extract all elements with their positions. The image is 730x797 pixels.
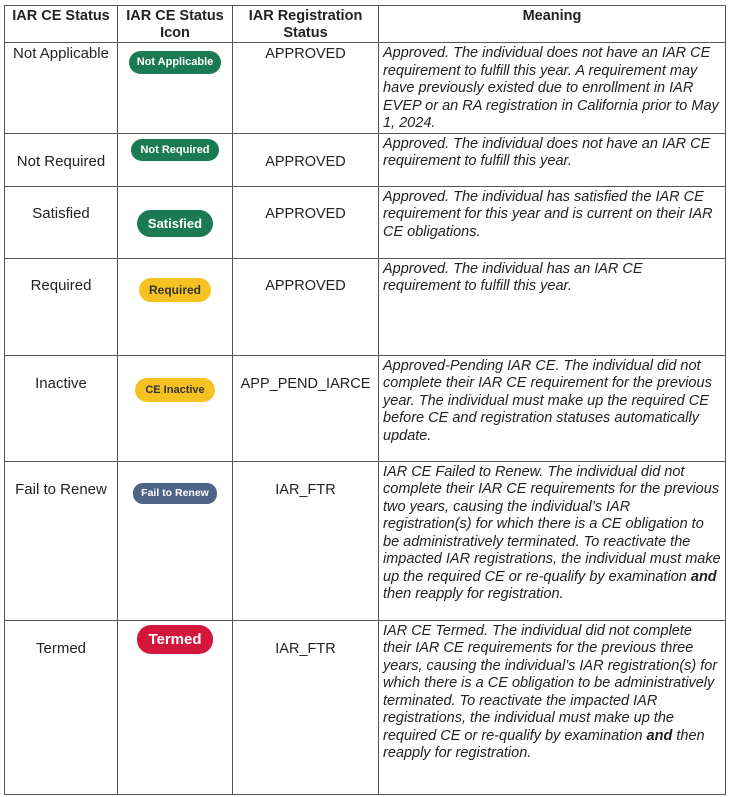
- ce-status-cell: [5, 133, 118, 186]
- ce-status-cell: [5, 620, 118, 794]
- ce-status-text: Required: [30, 276, 92, 294]
- header-registration-status: IAR Registration Status: [233, 6, 379, 43]
- meaning-cell: [379, 461, 726, 620]
- registration-status-cell: [233, 461, 379, 620]
- ce-status-cell: [5, 461, 118, 620]
- ce-icon-cell: [118, 43, 233, 134]
- ce-status-table: [4, 5, 726, 795]
- ce-status-cell: [5, 355, 118, 461]
- meaning-cell: [379, 620, 726, 794]
- registration-status-cell: [233, 355, 379, 461]
- registration-status-text: APPROVED: [265, 153, 346, 170]
- meaning-emphasis: and: [646, 727, 673, 744]
- ce-icon-cell: [118, 258, 233, 355]
- ce-status-text: Fail to Renew: [15, 480, 107, 498]
- registration-status-cell: [233, 186, 379, 258]
- registration-status-cell: [233, 133, 379, 186]
- header-ce-status: IAR CE Status: [5, 6, 118, 43]
- meaning-text: Approved. The individual does not have an IAR CE requirement to fulfill this year.: [383, 135, 711, 169]
- status-badge: CE Inactive: [135, 378, 214, 402]
- registration-status-cell: [233, 620, 379, 794]
- status-badge: Termed: [137, 625, 212, 654]
- ce-icon-cell: [118, 620, 233, 794]
- meaning-text: Approved. The individual has an IAR CE requirement to fulfill this year.: [383, 260, 643, 294]
- ce-status-text: Termed: [35, 639, 87, 657]
- ce-status-cell: [5, 258, 118, 355]
- registration-status-cell: [233, 43, 379, 134]
- meaning-cell: [379, 133, 726, 186]
- meaning-cell: [379, 258, 726, 355]
- status-badge: Fail to Renew: [133, 483, 217, 504]
- registration-status-text: IAR_FTR: [275, 481, 336, 498]
- header-row: [5, 6, 726, 43]
- registration-status-text: APPROVED: [265, 46, 346, 62]
- table-row: [5, 133, 726, 186]
- registration-status-cell: [233, 258, 379, 355]
- table-row: [5, 620, 726, 794]
- meaning-cell: [379, 355, 726, 461]
- meaning-text-end: then reapply for registration.: [383, 586, 564, 602]
- ce-icon-cell: [118, 461, 233, 620]
- table-row: [5, 186, 726, 258]
- status-badge: Satisfied: [137, 210, 213, 237]
- table-row: [5, 355, 726, 461]
- ce-status-cell: [5, 43, 118, 134]
- registration-status-text: APPROVED: [265, 205, 346, 222]
- meaning-text: Approved. The individual has satisfied the IAR CE requirement for this year and is current on their IAR CE obligations.: [383, 188, 713, 240]
- ce-icon-cell: [118, 186, 233, 258]
- ce-icon-cell: [118, 355, 233, 461]
- meaning-text-end: then reapply for registration.: [383, 727, 705, 761]
- ce-status-text: Not Required: [16, 152, 106, 170]
- meaning-text: IAR CE Failed to Renew. The individual did not complete their IAR CE requirements for the previous two years, causing the individual’s IAR registration(s) for which there is a CE obligation to be administratively terminated. To reactivate the impacted IAR registrations, the individual must make up the required CE or re-qualify by examination: [383, 463, 721, 585]
- meaning-text: Approved-Pending IAR CE. The individual did not complete their IAR CE requirement for the previous year. The individual must make up the required CE before CE and registration statuses automatically update.: [383, 357, 712, 444]
- registration-status-text: IAR_FTR: [275, 640, 336, 657]
- table-row: [5, 258, 726, 355]
- meaning-text: Approved. The individual does not have an IAR CE requirement to fulfill this year. A requirement may have previously existed due to enrollment in IAR EVEP or an RA registration in California prior to May 1, 2024.: [383, 45, 719, 131]
- registration-status-text: APP_PEND_IARCE: [240, 375, 371, 392]
- ce-status-text: Inactive: [35, 374, 87, 392]
- status-badge: Not Required: [131, 139, 218, 161]
- registration-status-text: APPROVED: [265, 277, 346, 294]
- header-meaning: Meaning: [379, 6, 726, 43]
- meaning-cell: [379, 43, 726, 134]
- table-row: [5, 43, 726, 134]
- status-badge: Required: [139, 278, 211, 302]
- ce-status-cell: [5, 186, 118, 258]
- ce-status-text: Satisfied: [32, 204, 90, 222]
- ce-status-text: Not Applicable: [13, 45, 109, 62]
- table-row: [5, 461, 726, 620]
- meaning-text: IAR CE Termed. The individual did not complete their IAR CE requirements for the previous three years, causing the individual’s IAR registration(s) for which there is a CE obligation to be administratively terminated. To reactivate the impacted IAR registrations, the individual must make up the required CE or re-qualify by examination: [383, 622, 718, 744]
- status-badge: Not Applicable: [129, 51, 222, 74]
- meaning-cell: [379, 186, 726, 258]
- ce-icon-cell: [118, 133, 233, 186]
- meaning-emphasis: and: [690, 568, 717, 585]
- header-ce-status-icon: IAR CE Status Icon: [118, 6, 233, 43]
